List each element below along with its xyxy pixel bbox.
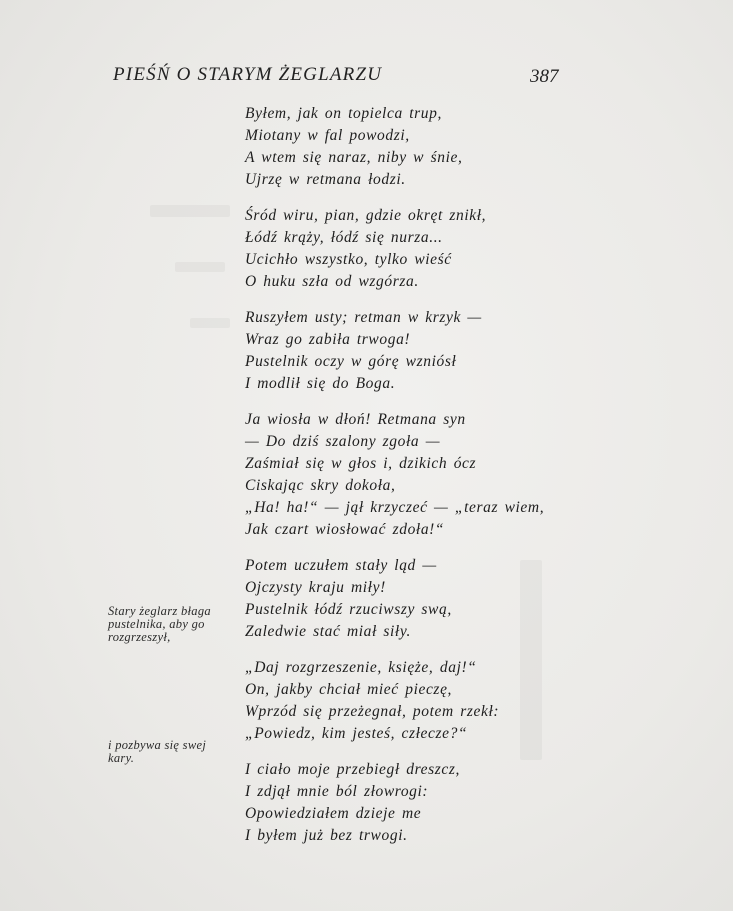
stanza [245,409,575,541]
stanza [245,759,575,847]
verse-line: Ujrzę w retmana łodzi. [245,171,406,188]
verse-line: Ucichło wszystko, tylko wieść [245,251,452,268]
verse-line: Miotany w fal powodzi, [245,127,410,144]
gloss-line: kary. [108,751,135,765]
gloss-line: Stary żeglarz błaga [108,604,211,618]
page-header-title: PIEŚŃ O STARYM ŻEGLARZU [113,64,383,85]
verse-line: Opowiedziałem dzieje me [245,805,422,822]
verse-line: On, jakby chciał mieć pieczę, [245,681,453,698]
stanza [245,657,575,745]
verse-line: Byłem, jak on topielca trup, [245,105,442,122]
verse-line: Ojczysty kraju miły! [245,579,386,596]
show-through-mark [150,205,230,217]
verse-line: Zaledwie stać miał siły. [245,623,411,640]
verse-line: Pustelnik oczy w górę wzniósł [245,353,457,370]
verse-line: O huku szła od wzgórza. [245,273,419,290]
margin-gloss [108,739,206,765]
gloss-line: pustelnika, aby go [108,617,205,631]
margin-gloss [108,605,211,644]
verse-line: Potem uczułem stały ląd — [245,557,437,574]
verse-line: I byłem już bez trwogi. [245,827,408,844]
verse-line: Wprzód się przeżegnał, potem rzekł: [245,703,500,720]
verse-line: — Do dziś szalony zgoła — [245,433,441,450]
verse-line: Ruszyłem usty; retman w krzyk — [245,309,482,326]
verse-line: Pustelnik łódź rzuciwszy swą, [245,601,452,618]
verse-line: Ja wiosła w dłoń! Retmana syn [245,411,466,428]
show-through-mark [175,262,225,272]
verse-line: Łódź krąży, łódź się nurza... [245,229,443,246]
gloss-line: rozgrzeszył, [108,630,171,644]
stanza [245,555,575,643]
verse-line: A wtem się naraz, niby w śnie, [245,149,463,166]
gloss-line: i pozbywa się swej [108,738,207,752]
verse-line: „Daj rozgrzeszenie, księże, daj!“ [245,659,477,676]
poem-body [245,103,575,861]
stanza [245,307,575,395]
show-through-mark [190,318,230,328]
verse-line: I ciało moje przebiegł dreszcz, [245,761,461,778]
verse-line: Zaśmiał się w głos i, dzikich ócz [245,455,477,472]
page-number: 387 [530,66,559,87]
verse-line: Wraz go zabiła trwoga! [245,331,411,348]
verse-line: „Powiedz, kim jesteś, człecze?“ [245,725,468,742]
verse-line: Ciskając skry dokoła, [245,477,396,494]
verse-line: I zdjął mnie ból złowrogi: [245,783,429,800]
verse-line: I modlił się do Boga. [245,375,396,392]
verse-line: Śród wiru, pian, gdzie okręt znikł, [245,207,487,224]
stanza [245,205,575,293]
stanza [245,103,575,191]
verse-line: „Ha! ha!“ — jął krzyczeć — „teraz wiem, [245,499,545,516]
verse-line: Jak czart wiosłować zdoła!“ [245,521,445,538]
